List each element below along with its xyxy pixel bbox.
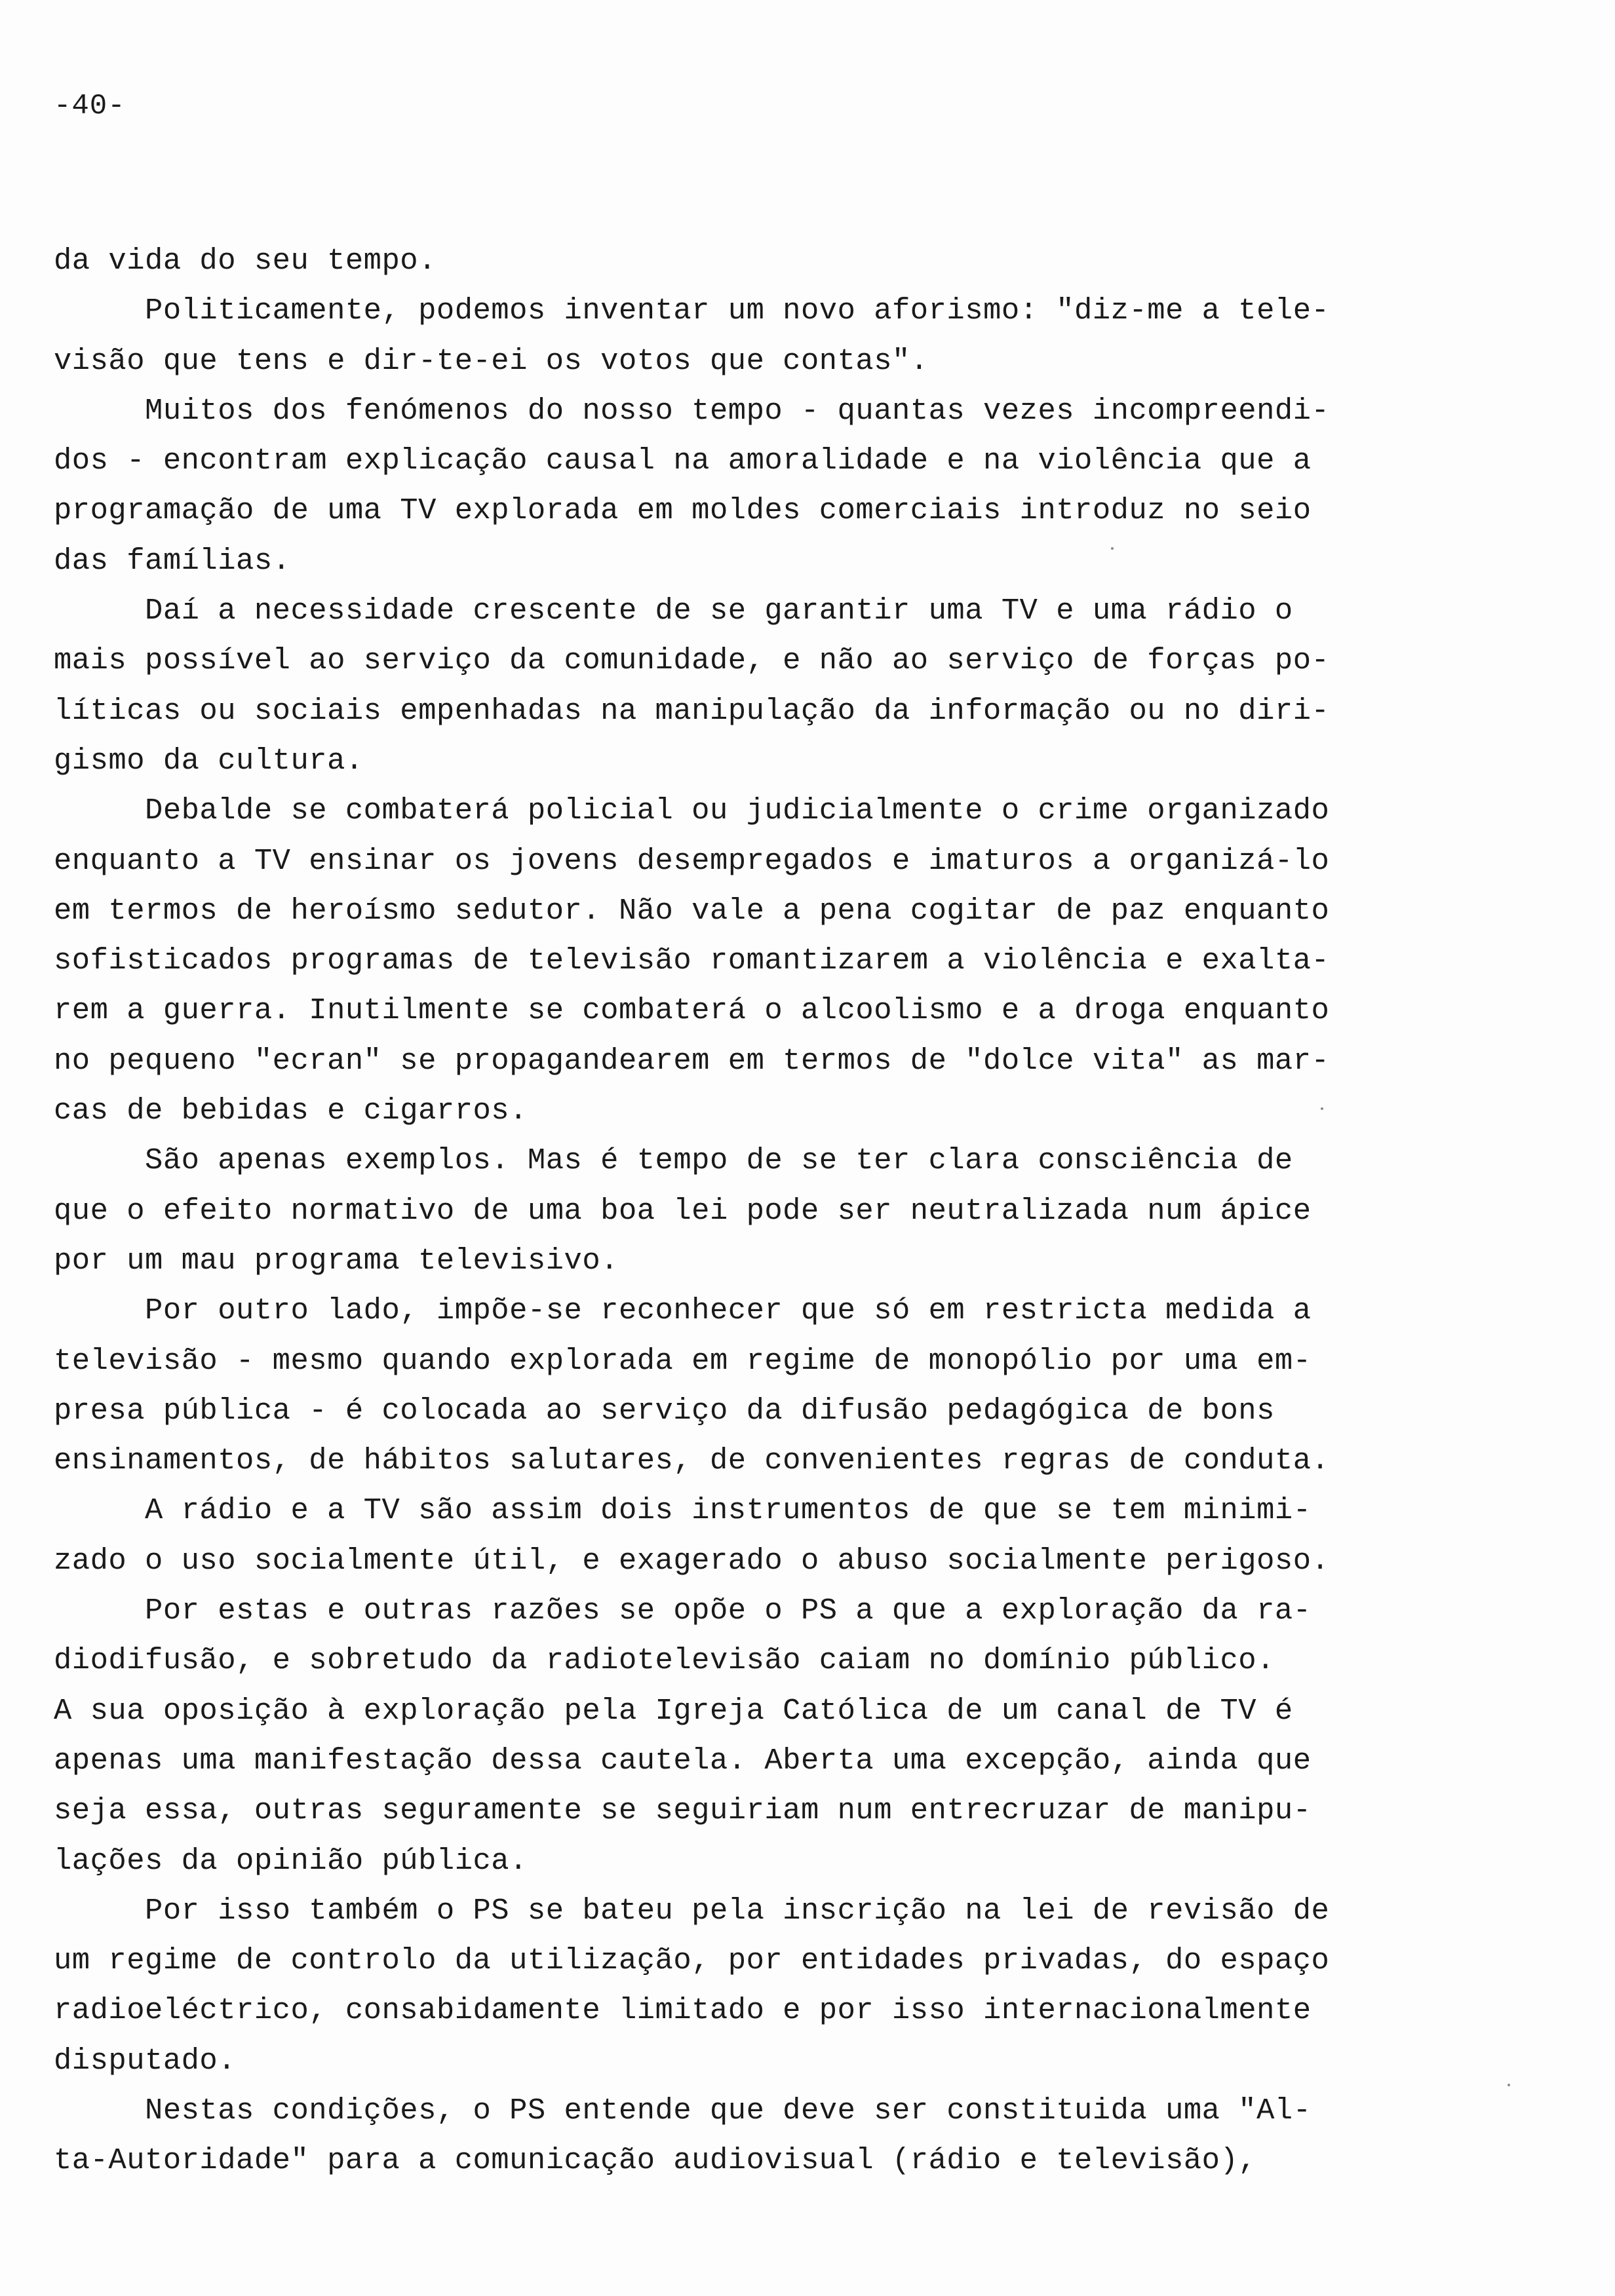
scan-speck bbox=[1111, 547, 1114, 550]
text-line: ensinamentos, de hábitos salutares, de convenientes regras de conduta. bbox=[54, 1444, 1330, 1478]
text-line: cas de bebidas e cigarros. bbox=[54, 1094, 528, 1128]
text-line: mais possível ao serviço da comunidade, e não ao serviço de forças po- bbox=[54, 643, 1330, 678]
text-line: dos - encontram explicação causal na amoralidade e na violência que a bbox=[54, 444, 1312, 478]
text-line: presa pública - é colocada ao serviço da difusão pedagógica de bons bbox=[54, 1393, 1275, 1428]
text-line: Muitos dos fenómenos do nosso tempo - quantas vezes incompreendi- bbox=[54, 393, 1330, 428]
text-line: seja essa, outras seguramente se seguiriam num entrecruzar de manipu- bbox=[54, 1793, 1312, 1828]
text-line: sofisticados programas de televisão romantizarem a violência e exalta- bbox=[54, 944, 1330, 978]
text-line: das famílias. bbox=[54, 543, 291, 578]
page-number: -40- bbox=[54, 90, 126, 123]
text-line: televisão - mesmo quando explorada em regime de monopólio por uma em- bbox=[54, 1343, 1312, 1378]
text-line: apenas uma manifestação dessa cautela. Aberta uma excepção, ainda que bbox=[54, 1743, 1312, 1778]
text-line: Por outro lado, impõe-se reconhecer que só em restricta medida a bbox=[54, 1293, 1312, 1328]
text-line: lações da opinião pública. bbox=[54, 1843, 528, 1878]
text-line: visão que tens e dir-te-ei os votos que contas". bbox=[54, 343, 929, 378]
text-line: Debalde se combaterá policial ou judicialmente o crime organizado bbox=[54, 794, 1330, 828]
text-line: em termos de heroísmo sedutor. Não vale a pena cogitar de paz enquanto bbox=[54, 893, 1330, 928]
text-line: por um mau programa televisivo. bbox=[54, 1243, 619, 1278]
scan-speck bbox=[1508, 2084, 1510, 2086]
text-line: rem a guerra. Inutilmente se combaterá o alcoolismo e a droga enquanto bbox=[54, 993, 1330, 1028]
body-text bbox=[54, 236, 1463, 2186]
text-line: Politicamente, podemos inventar um novo aforismo: "diz-me a tele- bbox=[54, 294, 1330, 328]
text-line: enquanto a TV ensinar os jovens desempregados e imaturos a organizá-lo bbox=[54, 843, 1330, 878]
text-line: zado o uso socialmente útil, e exagerado o abuso socialmente perigoso. bbox=[54, 1543, 1330, 1578]
scan-speck bbox=[1321, 1107, 1323, 1110]
text-line: gismo da cultura. bbox=[54, 743, 364, 778]
text-line: Daí a necessidade crescente de se garantir uma TV e uma rádio o bbox=[54, 594, 1293, 628]
text-line: radioeléctrico, consabidamente limitado e por isso internacionalmente bbox=[54, 1993, 1312, 2028]
text-line: diodifusão, e sobretudo da radiotelevisão caiam no domínio público. bbox=[54, 1643, 1275, 1678]
text-line: ta-Autoridade" para a comunicação audiovisual (rádio e televisão), bbox=[54, 2143, 1257, 2178]
text-line: no pequeno "ecran" se propagandearem em termos de "dolce vita" as mar- bbox=[54, 1043, 1330, 1078]
text-line: Por isso também o PS se bateu pela inscrição na lei de revisão de bbox=[54, 1893, 1330, 1928]
text-line: São apenas exemplos. Mas é tempo de se ter clara consciência de bbox=[54, 1143, 1293, 1178]
text-line: programação de uma TV explorada em moldes comerciais introduz no seio bbox=[54, 493, 1312, 528]
text-line: que o efeito normativo de uma boa lei pode ser neutralizada num ápice bbox=[54, 1193, 1312, 1228]
text-line: Por estas e outras razões se opõe o PS a que a exploração da ra- bbox=[54, 1594, 1312, 1628]
text-line: A rádio e a TV são assim dois instrumentos de que se tem minimi- bbox=[54, 1493, 1312, 1528]
text-line: Nestas condições, o PS entende que deve ser constituida uma "Al- bbox=[54, 2093, 1312, 2128]
text-line: da vida do seu tempo. bbox=[54, 244, 437, 278]
text-line: disputado. bbox=[54, 2043, 237, 2078]
text-line: A sua oposição à exploração pela Igreja Católica de um canal de TV é bbox=[54, 1693, 1293, 1728]
text-line: líticas ou sociais empenhadas na manipulação da informação ou no diri- bbox=[54, 693, 1330, 728]
text-line: um regime de controlo da utilização, por entidades privadas, do espaço bbox=[54, 1943, 1330, 1978]
